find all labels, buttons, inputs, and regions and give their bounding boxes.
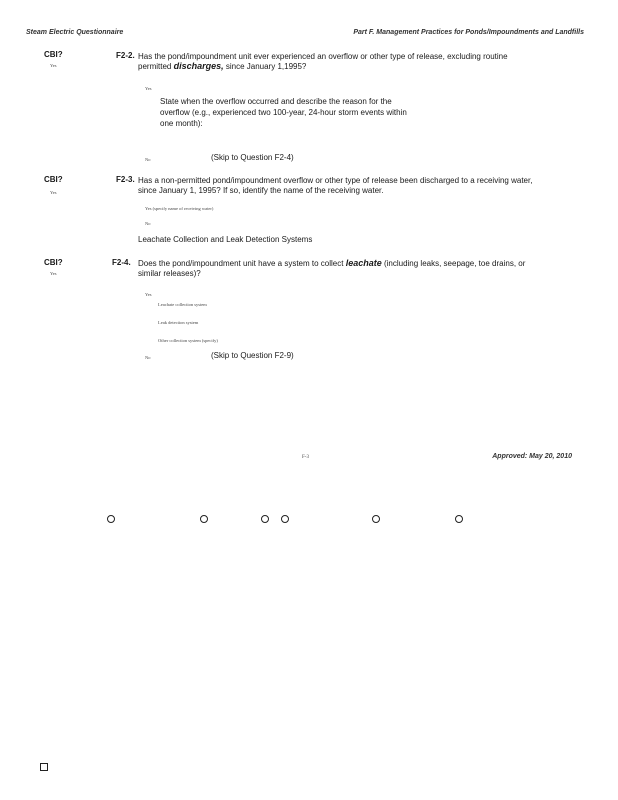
section-heading: Leachate Collection and Leak Detection Systems [138, 235, 313, 244]
option-yes-q3[interactable]: Yes [145, 292, 152, 297]
cbi-label-q1: CBI? [44, 50, 63, 59]
q1-term-discharges: discharges, [173, 61, 224, 71]
radio-button[interactable] [455, 515, 463, 523]
q1-line2-pre: permitted [138, 62, 172, 71]
radio-button[interactable] [261, 515, 269, 523]
q3-term-leachate: leachate [345, 258, 382, 268]
header-right: Part F. Management Practices for Ponds/Impoundments and Landfills [353, 29, 584, 36]
header-left: Steam Electric Questionnaire [26, 29, 124, 36]
option-yes-q2[interactable]: Yes (specify name of receiving water) [145, 206, 214, 211]
option-leachate-collection-system[interactable]: Leachate collection system [158, 302, 207, 307]
question-text-q1-line1: Has the pond/impoundment unit ever experienced an overflow or other type of release, excluding routine [138, 52, 508, 61]
radio-button[interactable] [372, 515, 380, 523]
radio-button[interactable] [107, 515, 115, 523]
option-leak-detection-system[interactable]: Leak detection system [158, 320, 199, 325]
checkbox[interactable] [40, 763, 48, 771]
question-text-q2-line2: since January 1, 1995? If so, identify the name of the receiving water. [138, 186, 384, 195]
option-no-q2[interactable]: No [145, 221, 151, 226]
cbi-yes-q1[interactable]: Yes [50, 63, 57, 68]
q3-line1-post: (including leaks, seepage, toe drains, or [383, 259, 526, 268]
option-yes-q1[interactable]: Yes [145, 86, 152, 91]
cbi-yes-q2[interactable]: Yes [50, 190, 57, 195]
cbi-yes-q3[interactable]: Yes [50, 271, 57, 276]
q1-yes-detail-2: overflow (e.g., experienced two 100-year, 24-hour storm events within [160, 108, 407, 117]
skip-instruction-q3: (Skip to Question F2-9) [211, 351, 294, 360]
question-text-q3-line2: similar releases)? [138, 269, 201, 278]
radio-button[interactable] [200, 515, 208, 523]
option-other-collection-system[interactable]: Other collection system (specify) [158, 338, 218, 343]
question-number-q3: F2-4. [112, 258, 131, 267]
skip-instruction-q1: (Skip to Question F2-4) [211, 153, 294, 162]
option-no-q3[interactable]: No [145, 355, 151, 360]
question-text-q2-line1: Has a non-permitted pond/impoundment overflow or other type of release been discharged to a receiving water, [138, 176, 533, 185]
question-text-q1-line2 [138, 61, 306, 72]
option-no-q1[interactable]: No [145, 157, 151, 162]
q1-line2-post: since January 1,1995? [225, 62, 307, 71]
question-number-q1: F2-2. [116, 51, 135, 60]
cbi-label-q2: CBI? [44, 175, 63, 184]
q1-yes-detail-1: State when the overflow occurred and describe the reason for the [160, 97, 392, 106]
radio-button[interactable] [281, 515, 289, 523]
q3-line1-pre: Does the pond/impoundment unit have a system to collect [138, 259, 344, 268]
question-number-q2: F2-3. [116, 175, 135, 184]
q1-yes-detail-3: one month): [160, 119, 203, 128]
page-number: F-3 [302, 455, 309, 460]
cbi-label-q3: CBI? [44, 258, 63, 267]
approval-date: Approved: May 20, 2010 [492, 453, 572, 460]
